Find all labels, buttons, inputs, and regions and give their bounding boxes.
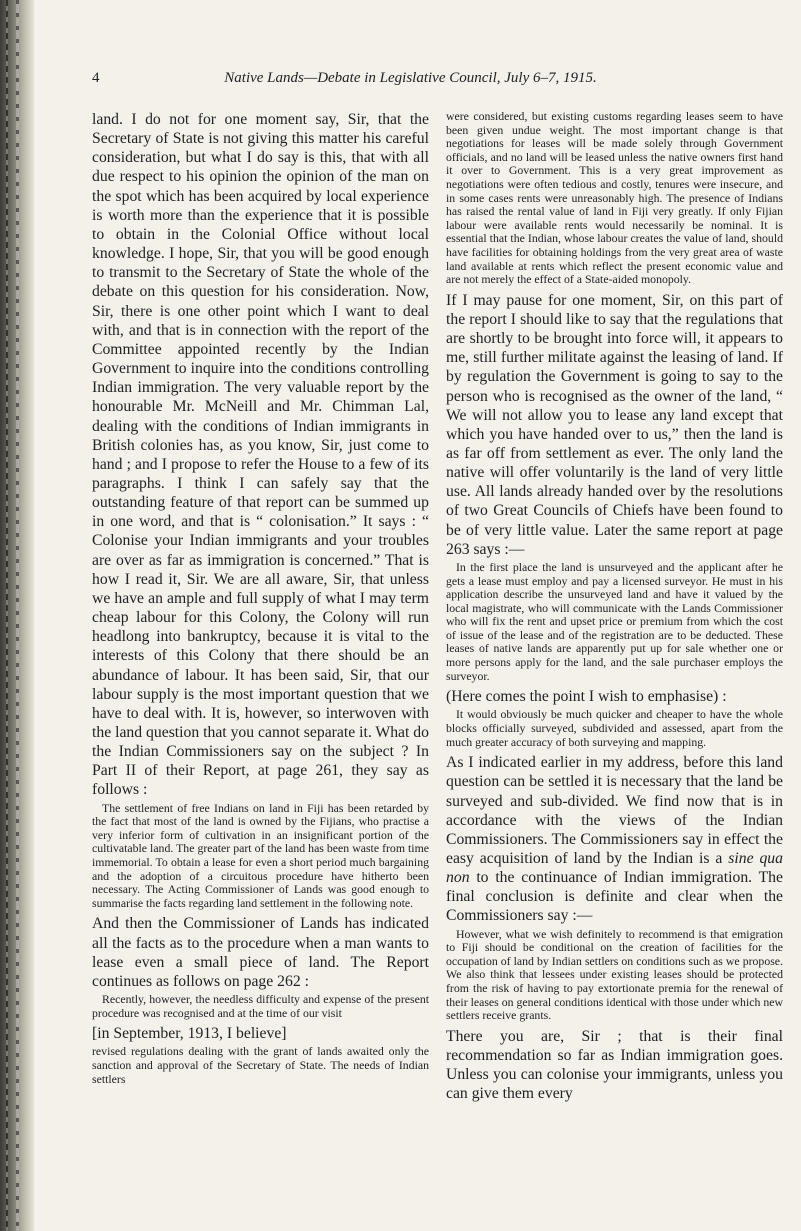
left-column	[92, 110, 429, 1090]
paragraph-text: As I indicated earlier in my address, before this land question can be settled it is necessary that the land be surveyed and sub-divided. We find now that is in accordance with the views of the Indian Commissioners. The Commissioners say in effect the easy acquisition of land by the Indian is a	[446, 754, 783, 867]
paragraph: (Here comes the point I wish to emphasise) :	[446, 688, 727, 706]
block-quote: In the first place the land is unsurveyed and the applicant after he gets a lease must employ and pay a licensed surveyor. He must in his application describe the unsurveyed land and have it valued by the local magistrate, who will communicate with the Lands Commissioner who will fix the rent and upset price or premium from which the cost of issue of the lease and of the registration are to be deducted. These leases of native lands are apparently put up for sale whether one or more persons apply for the land, and the sale purchaser employs the surveyor.	[446, 559, 783, 683]
running-header	[40, 70, 781, 87]
block-quote: However, what we wish definitely to recommend is that emigration to Fiji should be conditional on the creation of facilities for the occupation of land by Indian settlers on conditions such as we propose. We also think that lessees under existing leases should be protected from the risk of having to pay extortionate premia for the renewal of their leases on general conditions identical with those under which new settlers receive grants.	[446, 926, 783, 1023]
page-title: Native Lands—Debate in Legislative Council, July 6–7, 1915.	[224, 70, 597, 86]
block-quote: were considered, but existing customs regarding leases seem to have been given undue weight. The most important change is that negotiations for leases will be made solely through Government officials, and no land will be leased unless the native owners first hand it over to Government. This is a very great improvement as negotiations were often tedious and costly, tenures were insecure, and in some cases rents were unreasonably high. The presence of Indians has raised the rental value of land in Fiji very greatly. If only Fijian labour were available rents would necessarily be nominal. It is essential that the Indian, whose labour creates the value of land, should have facilities for obtaining holdings from the very great area of waste land available at rents which reflect the present economic value and are not merely the effect of a State-aided monopoly.	[446, 109, 783, 287]
right-column	[446, 110, 783, 1103]
latin-phrase: sine qua non	[446, 849, 783, 887]
paragraph: [in September, 1913, I believe]	[92, 1025, 287, 1043]
book-binding-edge	[0, 0, 34, 1231]
paragraph: There you are, Sir ; that is their final recommendation so far as Indian immigration goes. Unless you can colonise your immigrants, unless you can give them every	[446, 1027, 783, 1103]
paragraph: And then the Commissioner of Lands has indicated all the facts as to the procedure when a man wants to lease even a small piece of land. The Report continues as follows on page 262 :	[92, 915, 429, 990]
paragraph: land. I do not for one moment say, Sir, that the Secretary of State is not giving this matter his careful consideration, but what I do say is this, that with all due respect to his opinion the opinion of the man on the spot which has been acquired by local experience is worth more than the experience that it is possible to obtain in the Colonial Office without local knowledge. I hope, Sir, that you will be good enough to transmit to the Secretary of State the whole of the debate on this question for his consideration. Now, Sir, there is one other point which I want to deal with, and that is in connection with the report of the Committee appointed recently by the Indian Government to inquire into the conditions controlling Indian immigration. The very valuable report by the honourable Mr. McNeill and Mr. Chimman Lal, dealing with the conditions of Indian immigrants in British colonies has, as you know, Sir, just come to hand ; and I propose to refer the House to a few of its paragraphs. I think I can safely say that the outstanding feature of that report can be summed up in one word, and that is “ colonisation.” It says : “ Colonise your Indian immigrants and your troubles are over as far as immigration is concerned.” That is how I read it, Sir. We are all aware, Sir, that unless we have an ample and full supply of what I may term cheap labour for this Colony, the Colony will run headlong into bankruptcy, because it is vital to the interests of this Colony that there should be an abundance of labour. It has been said, Sir, that our labour supply is the most important question that we have to deal with. It is, however, so interwoven with the land question that you cannot separate it. What do the Indian Commissioners say on the subject ? In Part II of their Report, at page 261, they say as follows :	[92, 111, 429, 799]
block-quote: Recently, however, the needless difficulty and expense of the present procedure was recognised and at the time of our visit	[92, 992, 429, 1020]
block-quote: The settlement of free Indians on land in Fiji has been retarded by the fact that most of the land is owned by the Fijians, who practise a very inferior form of cultivation in an insignificant portion of the cultivatable land. The greater part of the land has been waste from time immemorial. To obtain a lease for even a short period much bargaining and the adoption of a circuitous procedure have hitherto been necessary. The Acting Commissioner of Lands was good enough to summarise the facts regarding land settlement in the following note.	[92, 800, 429, 910]
block-quote: It would obviously be much quicker and cheaper to have the whole blocks officially surveyed, subdivided and assessed, apart from the much greater accuracy of both surveying and mapping.	[446, 707, 783, 749]
paragraph	[446, 753, 783, 925]
paragraph-text: to the continuance of Indian immigration. The final conclusion is definite and clear when the Commissioners say :—	[446, 869, 783, 925]
page-number: 4	[92, 70, 100, 86]
block-quote: revised regulations dealing with the grant of lands awaited only the sanction and approval of the Secretary of State. The needs of Indian settlers	[92, 1044, 429, 1086]
paragraph: If I may pause for one moment, Sir, on this part of the report I should like to say that the regulations that are shortly to be brought into force will, it appears to me, still further militate against the leasing of land. If by regulation the Government is going to say to the person who is recognised as the owner of the land, “ We will not allow you to lease any land except that which you have handed over to us,” then the land is as far off from settlement as ever. The only land the native will offer voluntarily is the land of very little use. All lands already handed over by the resolutions of two Great Councils of Chiefs have been found to be of very little value. Later the same report at page 263 says :—	[446, 291, 783, 558]
